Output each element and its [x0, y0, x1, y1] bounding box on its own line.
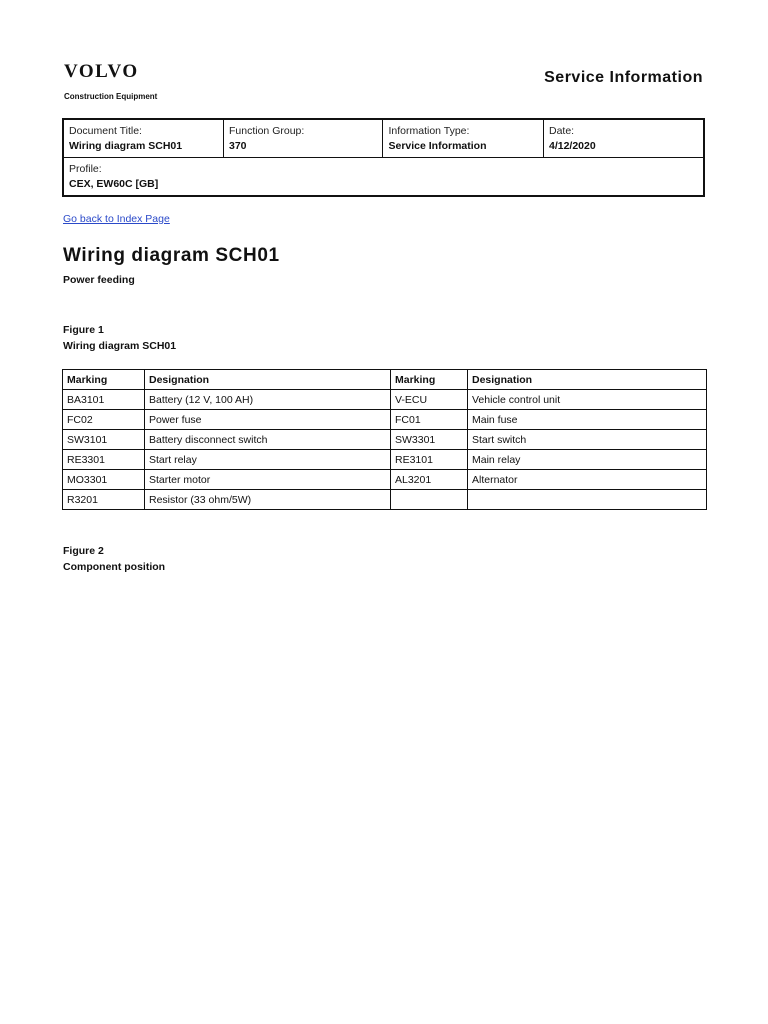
marking-cell: [391, 490, 468, 510]
marking-header: Marking: [391, 370, 468, 390]
designation-cell: [468, 490, 707, 510]
figure-1-caption: Wiring diagram SCH01: [63, 340, 177, 352]
profile-label: Profile:: [69, 163, 102, 175]
profile-cell: [63, 158, 704, 197]
designation-cell: Start switch: [468, 430, 707, 450]
marking-cell: SW3301: [391, 430, 468, 450]
table-row: [63, 390, 707, 410]
date-cell: [543, 119, 704, 158]
marking-cell: RE3301: [63, 450, 145, 470]
date-value: 4/12/2020: [548, 140, 596, 152]
document-type-heading: Service Information: [544, 69, 703, 86]
document-title-cell: [63, 119, 224, 158]
figure-1-label: Figure 1: [63, 324, 104, 336]
table-row: [63, 430, 707, 450]
designation-cell: Main relay: [468, 450, 707, 470]
table-header-row: [63, 370, 707, 390]
designation-cell: Starter motor: [145, 470, 391, 490]
designation-header: Designation: [145, 370, 391, 390]
designation-cell: Vehicle control unit: [468, 390, 707, 410]
marking-cell: R3201: [63, 490, 145, 510]
metadata-row: [63, 119, 704, 158]
information-type-value: Service Information: [388, 140, 487, 152]
document-title-label: Document Title:: [69, 125, 142, 137]
information-type-cell: [383, 119, 544, 158]
page-subtitle: Power feeding: [63, 274, 135, 286]
information-type-label: Information Type:: [388, 125, 470, 137]
profile-row: [63, 158, 704, 197]
marking-cell: BA3101: [63, 390, 145, 410]
marking-cell: FC02: [63, 410, 145, 430]
logo-subtitle: Construction Equipment: [64, 92, 158, 101]
function-group-cell: [224, 119, 383, 158]
volvo-logo: [64, 62, 157, 102]
marking-cell: V-ECU: [391, 390, 468, 410]
document-title-value: Wiring diagram SCH01: [69, 140, 183, 152]
document-metadata-table: [62, 118, 705, 197]
designation-cell: Battery disconnect switch: [145, 430, 391, 450]
logo-wordmark: VOLVO: [64, 61, 139, 82]
figure-2-caption: Component position: [63, 561, 166, 573]
table-row: [63, 450, 707, 470]
designation-header: Designation: [468, 370, 707, 390]
designation-cell: Power fuse: [145, 410, 391, 430]
function-group-value: 370: [229, 140, 247, 152]
designation-cell: Main fuse: [468, 410, 707, 430]
table-row: [63, 490, 707, 510]
designation-cell: Start relay: [145, 450, 391, 470]
date-label: Date:: [548, 125, 575, 137]
marking-cell: AL3201: [391, 470, 468, 490]
figure-2-label: Figure 2: [63, 545, 104, 557]
marking-cell: MO3301: [63, 470, 145, 490]
designation-cell: Resistor (33 ohm/5W): [145, 490, 391, 510]
designation-cell: Alternator: [468, 470, 707, 490]
page-title: Wiring diagram SCH01: [63, 245, 280, 266]
back-to-index-link[interactable]: Go back to Index Page: [63, 213, 170, 225]
marking-cell: RE3101: [391, 450, 468, 470]
marking-header: Marking: [63, 370, 145, 390]
component-list-table: [62, 369, 707, 510]
designation-cell: Battery (12 V, 100 AH): [145, 390, 391, 410]
table-row: [63, 410, 707, 430]
profile-value: CEX, EW60C [GB]: [69, 178, 159, 190]
table-row: [63, 470, 707, 490]
function-group-label: Function Group:: [229, 125, 305, 137]
marking-cell: FC01: [391, 410, 468, 430]
marking-cell: SW3101: [63, 430, 145, 450]
